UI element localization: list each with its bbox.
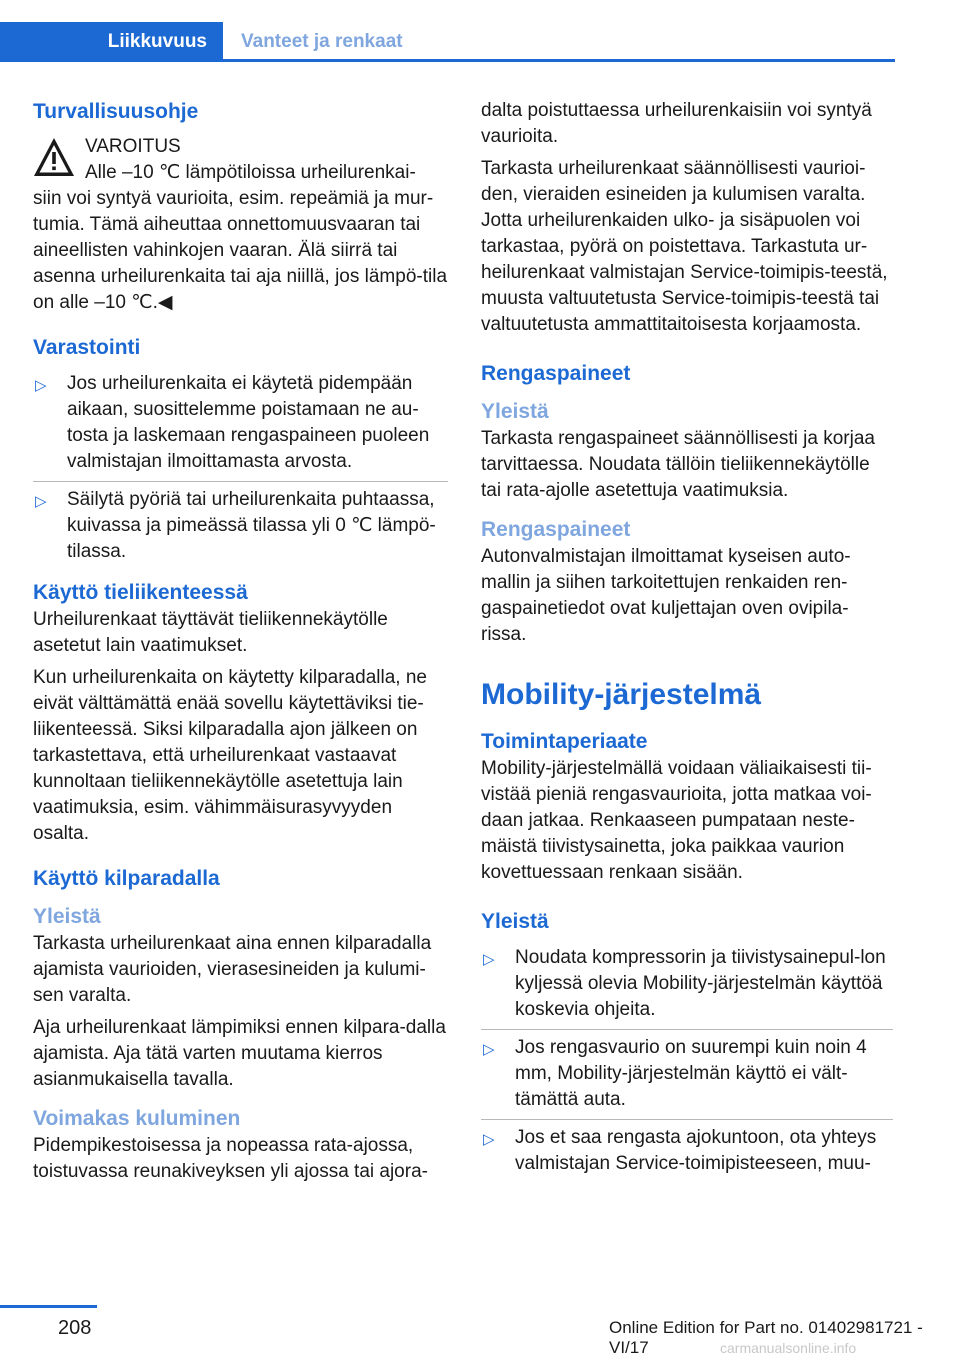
- heading-track-use: Käyttö kilparadalla: [33, 867, 220, 890]
- subheading-general: Yleistä: [481, 400, 549, 423]
- left-column: [33, 98, 448, 1185]
- right-column: [481, 98, 893, 1183]
- section-tab-subsection: Vanteet ja renkaat: [241, 31, 403, 52]
- page-header: [0, 0, 895, 62]
- heading-road-use: Käyttö tieliikenteessä: [33, 581, 248, 604]
- list-item: ▷ Jos et saa rengasta ajokuntoon, ota yhteys valmistajan Service-toimipisteeseen, muu-: [483, 1127, 877, 1174]
- list-item: ▷ Säilytä pyöriä tai urheilurenkaita puhtaassa, kuivassa ja pimeässä tilassa yli 0 ℃ lämpö-tilassa.: [35, 489, 436, 562]
- warning-block: [33, 134, 448, 186]
- heading-safety: Turvallisuusohje: [33, 100, 199, 123]
- watermark: carmanualsonline.info: [720, 1340, 857, 1356]
- pressure-paragraph-2: Autonvalmistajan ilmoittamat kyseisen auto-mallin ja siihen tarkoitettujen renkaiden ren-gaspainetiedot ovat kuljettajan oven ovipila-rissa.: [481, 546, 851, 645]
- warning-triangle-icon: [33, 136, 75, 178]
- bullet-triangle-icon: ▷: [483, 1131, 495, 1148]
- heading-operating-principle: Toimintaperiaate: [481, 730, 648, 753]
- heading-storage: Varastointi: [33, 336, 141, 359]
- bullet-triangle-icon: ▷: [35, 377, 47, 394]
- wear-paragraph: Pidempikestoisessa ja nopeassa rata-ajossa, toistuvassa reunakiveyksen yli ajossa tai ajora-: [33, 1135, 428, 1182]
- edition-note: Online Edition for Part no. 01402981721 - VI/17: [609, 1318, 923, 1357]
- bullet-triangle-icon: ▷: [483, 951, 495, 968]
- section-tab-active: Liikkuvuus: [0, 22, 223, 62]
- mobility-general-list: [481, 940, 893, 1183]
- subheading-tire-pressure: Rengaspaineet: [481, 518, 631, 541]
- warning-text-cont: siin voi syntyä vaurioita, esim. repeämiä ja mur-tumia. Tämä aiheuttaa onnettomuusvaaran tai aineellisten vahinkojen vaaran. Älä siirrä tai asenna urheilurenkaita tai aja niillä, jos lämpö-tila on alle –10 ℃.◀: [33, 188, 448, 313]
- warning-text-start: Alle –10 ℃ lämpötiloissa urheilurenkai-: [85, 162, 416, 183]
- bullet-triangle-icon: ▷: [35, 493, 47, 510]
- list-item: ▷ Jos rengasvaurio on suurempi kuin noin 4 mm, Mobility-järjestelmän käyttö ei vält-tämättä auta.: [481, 1030, 893, 1120]
- footer-rule: [0, 1305, 97, 1308]
- heading-general: Yleistä: [481, 910, 549, 933]
- general-paragraph-2: Aja urheilurenkaat lämpimiksi ennen kilpara-dalla ajamista. Aja tätä varten muutama kierros asianmukaisella tavalla.: [33, 1017, 446, 1090]
- heading-tire-pressure: Rengaspaineet: [481, 362, 631, 385]
- road-paragraph-1: Urheilurenkaat täyttävät tieliikennekäytölle asetetut lain vaatimukset.: [33, 609, 388, 656]
- list-item: ▷ Jos urheilurenkaita ei käytetä pidempään aikaan, suosittelemme poistamaan ne au-tosta ja laskemaan rengaspaineen puoleen valmistajan ilmoittamasta arvosta.: [33, 366, 448, 482]
- header-rule: [223, 59, 895, 62]
- page-number: 208: [58, 1317, 92, 1339]
- wear-paragraph-2: Tarkasta urheilurenkaat säännöllisesti vaurioi-den, vieraiden esineiden ja kulumisen varalta. Jotta urheilurenkaiden ulko- ja sisäpuolen voi tarkastaa, pyörä on poistettava. Tarkastuta ur-heilurenkaat valmistajan Service-toimipis-teestä, muusta valtuutetusta Service-toimipis-teestä tai valtuutetusta ammattitaitoisesta korjaamosta.: [481, 158, 888, 335]
- bullet-triangle-icon: ▷: [483, 1041, 495, 1058]
- principle-paragraph: Mobility-järjestelmällä voidaan väliaikaisesti tii-vistää pieniä rengasvaurioita, jotta matkaa voi-daan jatkaa. Renkaaseen pumpataan neste-mäistä tiivistysainetta, joka paikkaa vaurion kovettuessaan renkaan sisään.: [481, 758, 872, 883]
- subheading-heavy-wear: Voimakas kuluminen: [33, 1107, 241, 1130]
- road-paragraph-2: Kun urheilurenkaita on käytetty kilparadalla, ne eivät välttämättä enää sovellu käytettäviksi tie-liikenteessä. Siksi kilparadalla ajon jälkeen on tarkastettava, että urheilurenkaat vastaavat kunnoltaan tieliikennekäytölle asetettuja lain vaatimuksia, esim. vähimmäisurasyvyyden osalta.: [33, 667, 427, 844]
- heading-mobility-system: Mobility-järjestelmä: [481, 678, 762, 711]
- storage-list: [33, 366, 448, 571]
- wear-paragraph-cont: dalta poistuttaessa urheilurenkaisiin voi syntyä vaurioita.: [481, 100, 872, 147]
- general-paragraph-1: Tarkasta urheilurenkaat aina ennen kilparadalla ajamista vaurioiden, vierasesineiden ja kulumi-sen varalta.: [33, 933, 432, 1006]
- list-item: ▷ Noudata kompressorin ja tiivistysainepul-lon kyljessä olevia Mobility-järjestelmän käyttöä koskevia ohjeita.: [481, 940, 893, 1030]
- pressure-paragraph-1: Tarkasta rengaspaineet säännöllisesti ja korjaa tarvittaessa. Noudata tällöin tieliikennekäytölle tai rata-ajolle asetettuja vaatimuksia.: [481, 428, 875, 501]
- subheading-general: Yleistä: [33, 905, 101, 928]
- warning-title: VAROITUS: [85, 136, 181, 157]
